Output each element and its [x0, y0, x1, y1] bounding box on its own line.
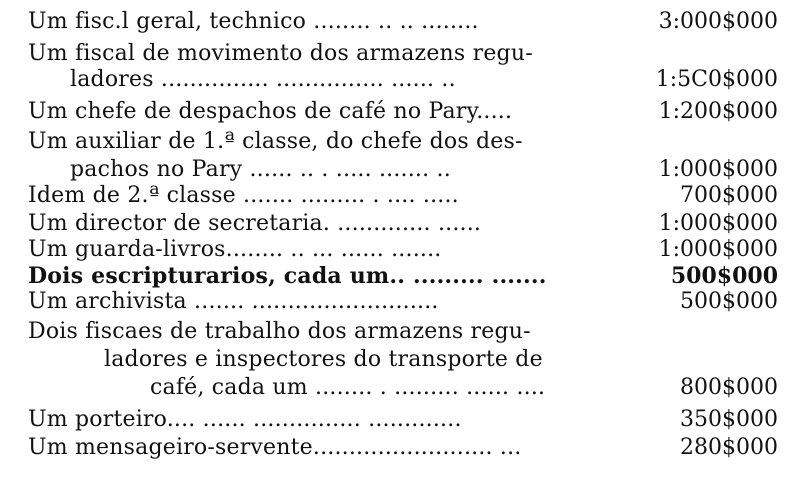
- entry-amount: 1:000$000: [658, 157, 778, 182]
- entry-description: Dois fiscaes de trabalho dos armazens regu-: [28, 319, 531, 344]
- entry-amount: 3:000$000: [658, 9, 778, 34]
- entry-amount: 1:5C0$000: [655, 67, 778, 92]
- entry-description: Um director de secretaria. ............. ......: [28, 211, 482, 236]
- entry-description-continuation: café, cada um ........ . ......... ...... ....: [150, 375, 546, 400]
- entry-amount: 500$000: [680, 289, 778, 314]
- entry-description: Um porteiro.... ...... ............... .............: [28, 407, 462, 432]
- entry-amount: 280$000: [680, 435, 778, 460]
- entry-description: Um archivista ....... ..........................: [28, 289, 439, 314]
- entry-amount: 500$000: [670, 263, 778, 289]
- entry-amount: 1:200$000: [658, 99, 778, 124]
- entry-description: Um chefe de despachos de café no Pary.....: [28, 99, 513, 124]
- entry-amount: 800$000: [680, 375, 778, 400]
- entry-description: Um mensageiro-servente......................... ...: [28, 435, 522, 460]
- entry-description: Um fisc.l geral, technico ........ .. .. ........: [28, 9, 479, 34]
- entry-amount: 700$000: [680, 183, 778, 208]
- entry-description: Um auxiliar de 1.ª classe, do chefe dos des-: [28, 129, 523, 154]
- entry-description-continuation: ladores e inspectores do transporte de: [104, 347, 543, 372]
- entry-description: Um guarda-livros........ .. ... ...... .......: [28, 237, 442, 262]
- entry-description-continuation: ladores ............... ............... ...... ..: [70, 67, 456, 92]
- entry-description: Dois escripturarios, cada um.. ......... .......: [28, 263, 547, 289]
- entry-description: Um fiscal de movimento dos armazens regu-: [28, 41, 533, 66]
- entry-description: Idem de 2.ª classe ....... ......... . .... .....: [28, 183, 459, 208]
- entry-amount: 1:000$000: [658, 211, 778, 236]
- entry-amount: 1:000$000: [658, 237, 778, 262]
- entry-description-continuation: pachos no Pary ...... .. . ..... ....... ..: [70, 157, 451, 182]
- entry-amount: 350$000: [680, 407, 778, 432]
